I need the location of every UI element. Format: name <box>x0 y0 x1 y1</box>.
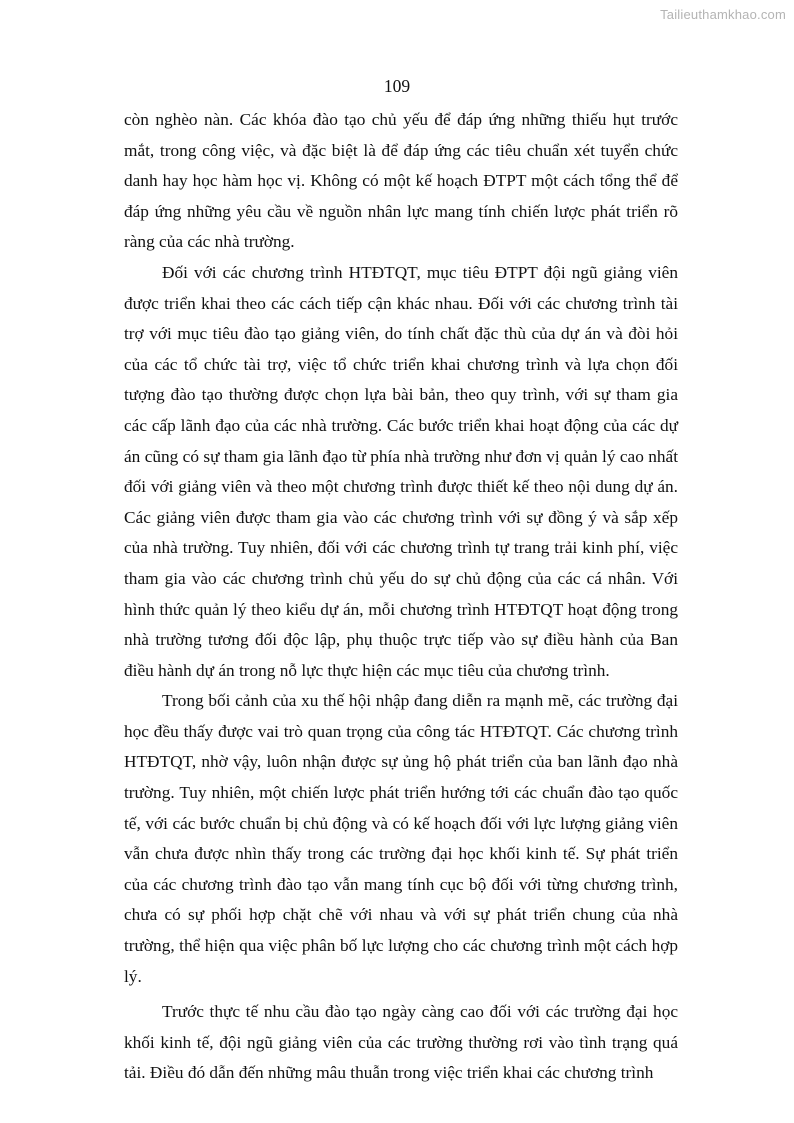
paragraph-3: Trong bối cảnh của xu thế hội nhập đang diễn ra mạnh mẽ, các trường đại học đều thấy được vai trò quan trọng của công tác HTĐTQT. Các chương trình HTĐTQT, nhờ vậy, luôn nhận được sự ủng hộ phát triển của ban lãnh đạo nhà trường. Tuy nhiên, một chiến lược phát triển hướng tới các chuẩn đào tạo quốc tế, với các bước chuẩn bị chủ động và có kế hoạch đối với lực lượng giảng viên vẫn chưa được nhìn thấy trong các trường đại học khối kinh tế. Sự phát triển của các chương trình đào tạo vẫn mang tính cục bộ đối với từng chương trình, chưa có sự phối hợp chặt chẽ với nhau và với sự phát triển chung của nhà trường, thể hiện qua việc phân bố lực lượng cho các chương trình một cách hợp lý. <box>124 691 678 986</box>
paragraph-2: Đối với các chương trình HTĐTQT, mục tiêu ĐTPT đội ngũ giảng viên được triển khai theo các cách tiếp cận khác nhau. Đối với các chương trình tài trợ với mục tiêu đào tạo giảng viên, do tính chất đặc thù của dự án và đòi hỏi của các tổ chức tài trợ, việc tổ chức triển khai chương trình và lựa chọn đối tượng đào tạo thường được chọn lựa bài bản, theo quy trình, với sự tham gia các cấp lãnh đạo của các nhà trường. Các bước triển khai hoạt động của các dự án cũng có sự tham gia lãnh đạo từ phía nhà trường như đơn vị quản lý cao nhất đối với giảng viên và theo một chương trình được thiết kế theo nội dung dự án. Các giảng viên được tham gia vào các chương trình với sự đồng ý và sắp xếp của nhà trường. Tuy nhiên, đối với các chương trình tự trang trải kinh phí, việc tham gia vào các chương trình chủ yếu do sự chủ động của các cá nhân. Với hình thức quản lý theo kiểu dự án, mỗi chương trình HTĐTQT hoạt động trong nhà trường tương đối độc lập, phụ thuộc trực tiếp vào sự điều hành của Ban điều hành dự án trong nỗ lực thực hiện các mục tiêu của chương trình. <box>124 262 678 680</box>
document-body <box>124 105 678 1089</box>
watermark-text: Tailieuthamkhao.com <box>660 7 786 22</box>
paragraph-1: còn nghèo nàn. Các khóa đào tạo chủ yếu để đáp ứng những thiếu hụt trước mắt, trong công việc, và đặc biệt là để đáp ứng các tiêu chuẩn xét tuyển chức danh hay học hàm học vị. Không có một kế hoạch ĐTPT một cách tổng thể để đáp ứng những yêu cầu về nguồn nhân lực mang tính chiến lược phát triển rõ ràng của các nhà trường. <box>124 110 678 252</box>
paragraph-4: Trước thực tế nhu cầu đào tạo ngày càng cao đối với các trường đại học khối kinh tế, đội ngũ giảng viên của các trường thường rơi vào tình trạng quá tải. Điều đó dẫn đến những mâu thuẫn trong việc triển khai các chương trình <box>124 1002 678 1083</box>
page-number: 109 <box>383 76 411 96</box>
